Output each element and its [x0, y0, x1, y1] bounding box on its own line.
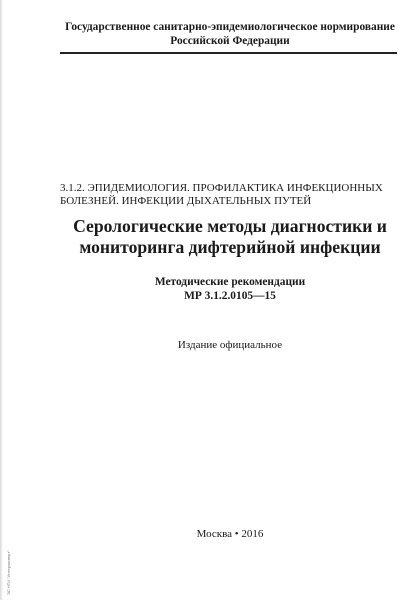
document-code: МР 3.1.2.0105—15 — [184, 290, 276, 302]
side-stamp: ЭС НТИ "Интерэксперт" — [6, 550, 11, 595]
scan-edge-shadow — [0, 0, 3, 600]
document-type-label: Методические рекомендации — [154, 276, 306, 288]
issuer-header-line-1: Государственное санитарно-эпидемиологическое нормирование — [65, 21, 395, 33]
category-line-2: БОЛЕЗНЕЙ. ИНФЕКЦИИ ДЫХАТЕЛЬНЫХ ПУТЕЙ — [60, 195, 312, 207]
title-line-1: Серологические методы диагностики и — [73, 216, 387, 236]
issuer-header-line-2: Российской Федерации — [170, 35, 290, 47]
publication-place-year: Москва • 2016 — [196, 528, 264, 540]
category-heading — [60, 182, 400, 208]
document-type — [60, 275, 400, 303]
edition-note: Издание официальное — [177, 339, 283, 351]
title-line-2: мониторинга дифтерийной инфекции — [79, 237, 381, 257]
issuer-header — [60, 20, 400, 48]
header-divider — [60, 52, 397, 54]
document-title — [60, 216, 400, 258]
category-line-1: 3.1.2. ЭПИДЕМИОЛОГИЯ. ПРОФИЛАКТИКА ИНФЕКЦИОННЫХ — [60, 182, 383, 194]
